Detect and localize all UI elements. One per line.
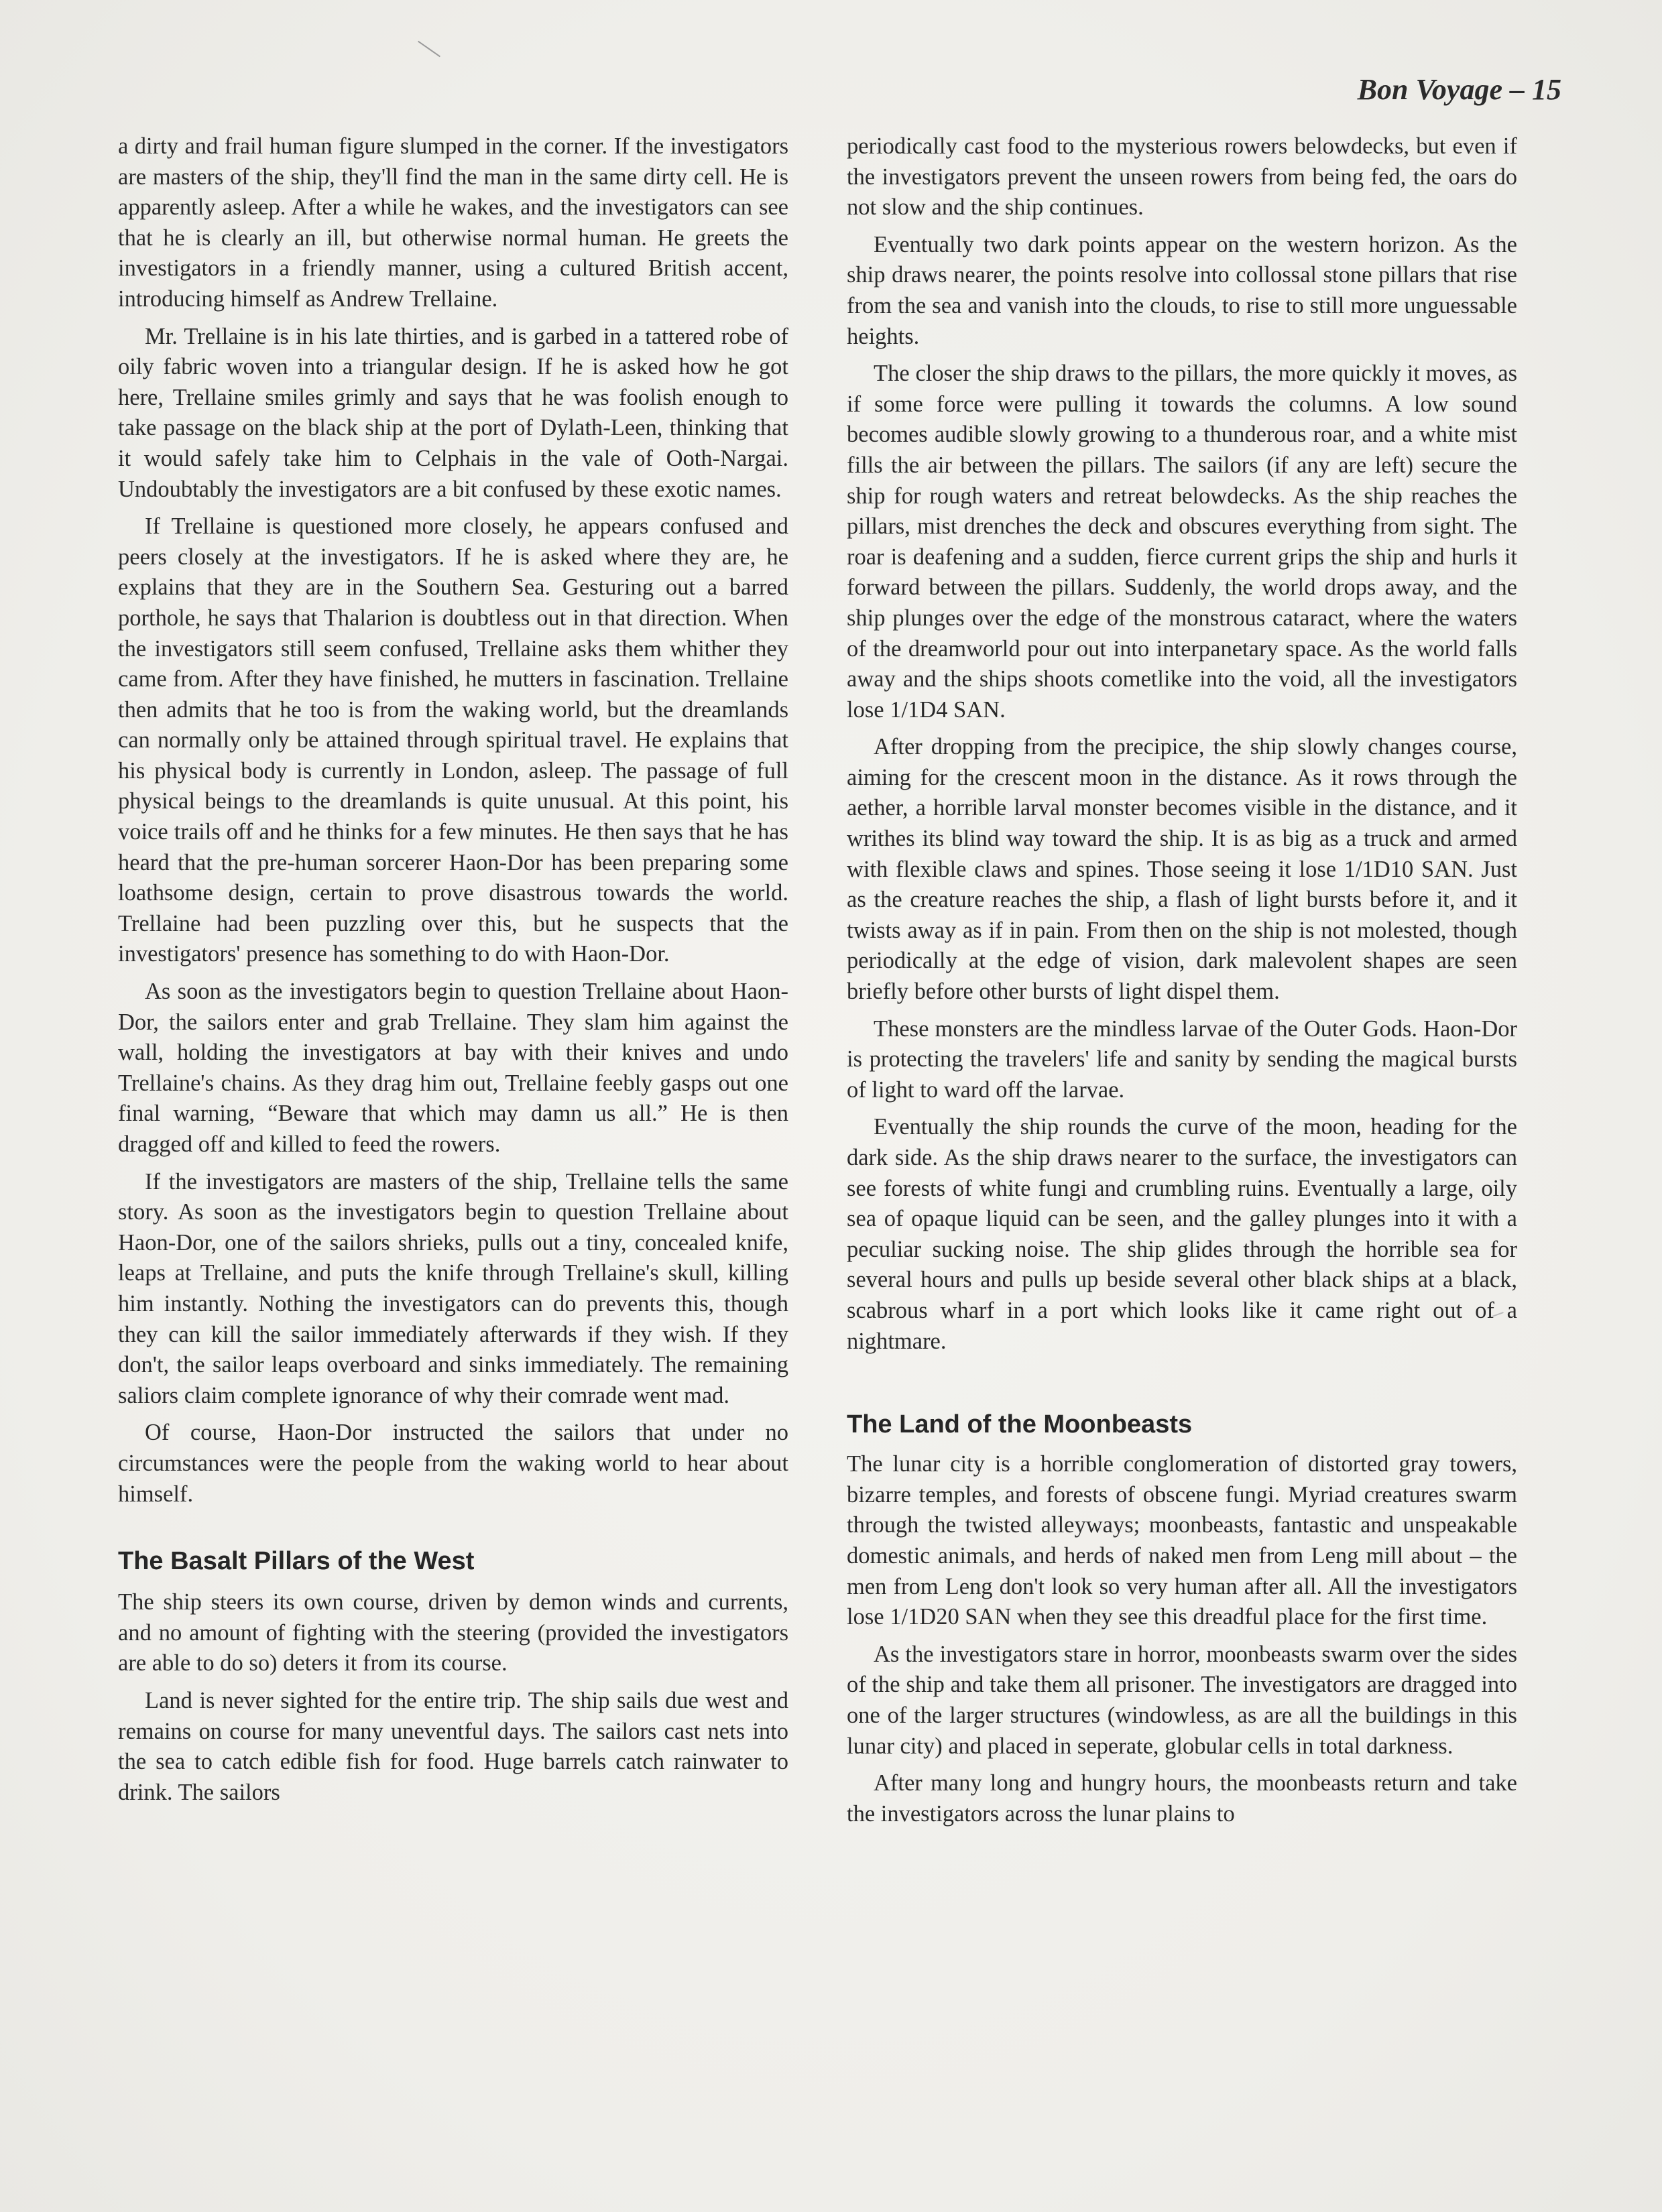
paragraph: Mr. Trellaine is in his late thirties, and is garbed in a tattered robe of oily fabric woven into a triangular design. If he is asked how he got here, Trellaine smiles grimly and says that he was foolish enough to take passage on the black ship at the port of Dylath-Leen, thinking that it would safely take him to Celphais in the vale of Ooth-Nargai. Undoubtably the investigators are a bit confused by these exotic names.: [118, 323, 788, 502]
left-column: [118, 131, 788, 1815]
paragraph: The closer the ship draws to the pillars, the more quickly it moves, as if some force were pulling it towards the columns. A low sound becomes audible slowly growing to a thunderous roar, and a white mist fills the air between the pillars. The sailors (if any are left) secure the ship for rough waters and retreat belowdecks. As the ship reaches the pillars, mist drenches the deck and obscures everything from sight. The roar is deafening and a sudden, fierce current grips the ship and hurls it forward between the pillars. Suddenly, the world drops away, and the ship plunges over the edge of the monstrous cataract, where the waters of the dreamworld pour out into interpanetary space. As the world falls away and the ships shoots cometlike into the void, all the investigators lose 1/1D4 SAN.: [847, 361, 1517, 723]
paragraph: a dirty and frail human figure slumped in the corner. If the investigators are masters of the ship, they'll find the man in the same dirty cell. He is apparently asleep. After a while he wakes, and the investigators can see that he is clearly an ill, but otherwise normal human. He greets the investigators in a friendly manner, using a cultured British accent, introducing himself as Andrew Trellaine.: [118, 133, 788, 312]
running-head: Bon Voyage – 15: [1357, 73, 1561, 106]
paragraph: These monsters are the mindless larvae of the Outer Gods. Haon-Dor is protecting the travelers' life and sanity by sending the magical bursts of light to ward off the larvae.: [847, 1016, 1517, 1103]
paragraph: periodically cast food to the mysterious rowers belowdecks, but even if the investigators prevent the unseen rowers from being fed, the oars do not slow and the ship continues.: [847, 133, 1517, 221]
section-heading: The Basalt Pillars of the West: [118, 1547, 475, 1576]
paragraph: Land is never sighted for the entire trip. The ship sails due west and remains on course for many uneventful days. The sailors cast nets into the sea to catch edible fish for food. Huge barrels catch rainwater to drink. The sailors: [118, 1687, 788, 1805]
paragraph: Of course, Haon-Dor instructed the sailors that under no circumstances were the people from the waking world to hear about himself.: [118, 1420, 788, 1507]
paragraph: After dropping from the precipice, the ship slowly changes course, aiming for the crescent moon in the distance. As it rows through the aether, a horrible larval monster becomes visible in the distance, and it writhes its blind way toward the ship. It is as big as a truck and armed with flexible claws and spines. Those seeing it lose 1/1D10 SAN. Just as the creature reaches the ship, a flash of light bursts before it, and it twists away as if in pain. From then on the ship is not molested, though periodically at the edge of vision, dark malevolent shapes are seen briefly before other bursts of light dispel them.: [847, 734, 1517, 1005]
paragraph: Eventually the ship rounds the curve of the moon, heading for the dark side. As the ship draws nearer to the surface, the investigators can see forests of white fungi and crumbling ruins. Eventually a large, oily sea of opaque liquid can be seen, and the galley plunges into it with a peculiar sucking noise. The ship glides through the horrible sea for several hours and pulls up beside several other black ships at a black, scabrous wharf in a port which looks like it came right out of a nightmare.: [847, 1114, 1517, 1354]
paragraph: The ship steers its own course, driven by demon winds and currents, and no amount of fighting with the steering (provided the investigators are able to do so) deters it from its course.: [118, 1589, 788, 1676]
paragraph: The lunar city is a horrible conglomeration of distorted gray towers, bizarre temples, and forests of obscene fungi. Myriad creatures swarm through the twisted alleyways; moonbeasts, fantastic and unspeakable domestic animals, and herds of naked men from Leng mill about – the men from Leng don't look so very human after all. All the investigators lose 1/1D20 SAN when they see this dreadful place for the first time.: [847, 1451, 1517, 1630]
stray-mark: [418, 41, 440, 58]
paragraph: Eventually two dark points appear on the western horizon. As the ship draws nearer, the points resolve into collossal stone pillars that rise from the sea and vanish into the clouds, to rise to still more unguessable heights.: [847, 231, 1517, 349]
paragraph: As soon as the investigators begin to question Trellaine about Haon-Dor, the sailors enter and grab Trellaine. They slam him against the wall, holding the investigators at bay with their knives and undo Trellaine's chains. As they drag him out, Trellaine feebly gasps out one final warning, “Beware that which may damn us all.” He is then dragged off and killed to feed the rowers.: [118, 979, 788, 1157]
paragraph: After many long and hungry hours, the moonbeasts return and take the investigators across the lunar plains to: [847, 1770, 1517, 1827]
paragraph: If Trellaine is questioned more closely, he appears confused and peers closely at the investigators. If he is asked where they are, he explains that they are in the Southern Sea. Gesturing out a barred porthole, he says that Thalarion is doubtless out in that direction. When the investigators still seem confused, Trellaine asks them whither they came from. After they have finished, he mutters in fascination. Trellaine then admits that he too is from the waking world, but the dreamlands can normally only be attained through spiritual travel. He explains that his physical body is currently in London, asleep. The passage of full physical beings to the dreamlands is quite unusual. At this point, his voice trails off and he thinks for a few minutes. He then says that he has heard that the pre-human sorcerer Haon-Dor has been preparing some loathsome design, certain to prove disastrous towards the world. Trellaine had been puzzling over this, but he suspects that the investigators' presence has something to do with Haon-Dor.: [118, 513, 788, 967]
right-column: [847, 131, 1517, 1836]
section-heading: The Land of the Moonbeasts: [847, 1410, 1193, 1439]
paragraph: As the investigators stare in horror, moonbeasts swarm over the sides of the ship and take them all prisoner. The investigators are dragged into one of the larger structures (windowless, as are all the buildings in this lunar city) and placed in seperate, globular cells in total darkness.: [847, 1641, 1517, 1759]
paragraph: If the investigators are masters of the ship, Trellaine tells the same story. As soon as the investigators begin to question Trellaine about Haon-Dor, one of the sailors shrieks, pulls out a tiny, concealed knife, leaps at Trellaine, and puts the knife through Trellaine's skull, killing him instantly. Nothing the investigators can do prevents this, though they can kill the sailor immediately afterwards if they wish. If they don't, the sailor leaps overboard and sinks immediately. The remaining saliors claim complete ignorance of why their comrade went mad.: [118, 1168, 788, 1408]
